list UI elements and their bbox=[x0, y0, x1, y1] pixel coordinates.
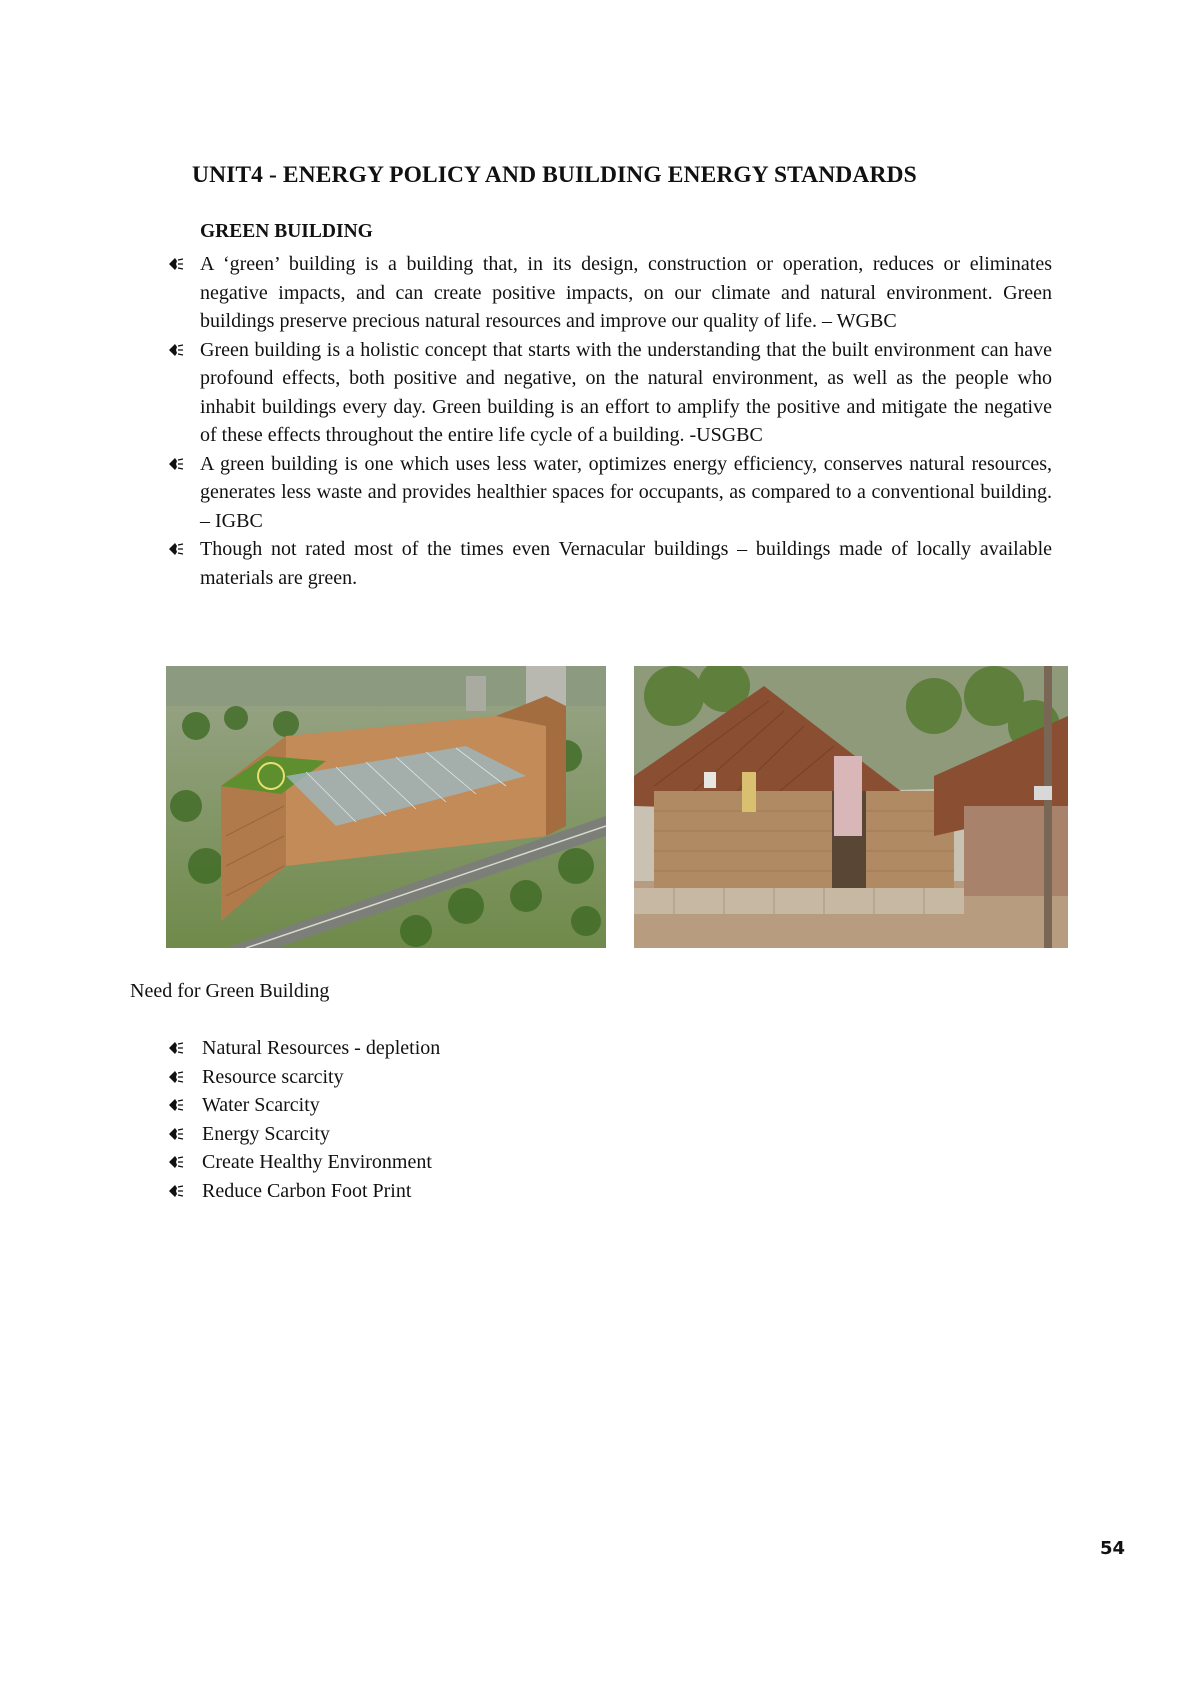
list-item bbox=[168, 1091, 440, 1120]
need-text: Resource scarcity bbox=[202, 1065, 344, 1088]
definition-text: A ‘green’ building is a building that, in its design, construction or operation, reduces or eliminates negative impacts, and can create positive impacts, on our climate and natural environment. Green buildings preserve precious natural resources and improve our quality of life. – WGBC bbox=[200, 253, 1052, 332]
page-number: 54 bbox=[1100, 1538, 1126, 1559]
definition-text: Though not rated most of the times even Vernacular buildings – buildings made of locally available materials are green. bbox=[200, 538, 1052, 589]
bullet-icon bbox=[168, 257, 184, 271]
bullet-icon bbox=[168, 1070, 184, 1084]
list-item bbox=[168, 535, 1052, 592]
section-heading: GREEN BUILDING bbox=[200, 221, 373, 242]
bullet-icon bbox=[168, 1184, 184, 1198]
need-text: Natural Resources - depletion bbox=[202, 1037, 441, 1059]
bullet-icon bbox=[168, 343, 184, 357]
bullet-icon bbox=[168, 457, 184, 471]
list-item bbox=[168, 336, 1052, 450]
need-heading: Need for Green Building bbox=[130, 980, 330, 1002]
need-text: Energy Scarcity bbox=[202, 1122, 330, 1145]
definition-text: A green building is one which uses less water, optimizes energy efficiency, conserves natural resources, generates less waste and provides healthier spaces for occupants, as compared to a conventional building. – IGBC bbox=[200, 452, 1052, 532]
list-item bbox=[168, 1177, 440, 1206]
vernacular-hut-photo bbox=[634, 666, 1068, 948]
modern-green-building-photo bbox=[166, 666, 606, 948]
bullet-icon bbox=[168, 1155, 184, 1169]
definitions-list bbox=[168, 250, 1052, 592]
need-text: Reduce Carbon Foot Print bbox=[202, 1179, 412, 1202]
list-item bbox=[168, 1148, 440, 1177]
list-item bbox=[168, 1034, 440, 1063]
need-text: Create Healthy Environment bbox=[202, 1151, 432, 1173]
needs-list bbox=[168, 1034, 440, 1205]
page-title: UNIT4 - ENERGY POLICY AND BUILDING ENERGY STANDARDS bbox=[192, 162, 917, 188]
list-item bbox=[168, 1063, 440, 1092]
bullet-icon bbox=[168, 1041, 184, 1055]
bullet-icon bbox=[168, 1098, 184, 1112]
list-item bbox=[168, 250, 1052, 336]
need-text: Water Scarcity bbox=[202, 1094, 320, 1116]
bullet-icon bbox=[168, 542, 184, 556]
list-item bbox=[168, 450, 1052, 536]
bullet-icon bbox=[168, 1127, 184, 1141]
definition-text: Green building is a holistic concept that starts with the understanding that the built environment can have profound effects, both positive and negative, on the natural environment, as well as the people who inhabit buildings every day. Green building is an effort to amplify the positive and mitigate the negative of these effects throughout the entire life cycle of a building. -USGBC bbox=[200, 338, 1052, 446]
list-item bbox=[168, 1120, 440, 1149]
